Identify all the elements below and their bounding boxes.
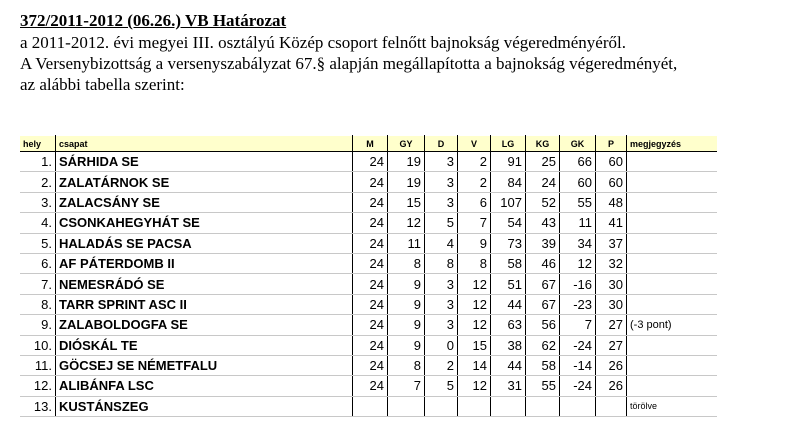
- rank-cell: 3.: [20, 192, 56, 212]
- matches-cell: 24: [353, 172, 388, 192]
- goal-diff-cell: 66: [560, 152, 596, 172]
- draws-cell: 8: [425, 253, 458, 273]
- table-row: [20, 172, 717, 192]
- column-header-goals-for: LG: [491, 136, 526, 152]
- team-cell: GÖCSEJ SE NÉMETFALU: [56, 355, 353, 375]
- draws-cell: [425, 396, 458, 416]
- goals-against-cell: 55: [526, 376, 560, 396]
- note-cell: [627, 172, 718, 192]
- table-body: [20, 152, 717, 417]
- column-header-goal-diff: GK: [560, 136, 596, 152]
- matches-cell: 24: [353, 274, 388, 294]
- losses-cell: 7: [458, 213, 491, 233]
- goals-for-cell: [491, 396, 526, 416]
- matches-cell: 24: [353, 213, 388, 233]
- goals-for-cell: 44: [491, 294, 526, 314]
- table-row: [20, 396, 717, 416]
- note-cell: [627, 294, 718, 314]
- points-cell: [596, 396, 627, 416]
- losses-cell: 8: [458, 253, 491, 273]
- goals-against-cell: 25: [526, 152, 560, 172]
- losses-cell: 6: [458, 192, 491, 212]
- wins-cell: [388, 396, 425, 416]
- intro-line-2: A Versenybizottság a versenyszabályzat 67.§ alapján megállapította a bajnokság végeredményét,: [20, 54, 678, 73]
- matches-cell: 24: [353, 233, 388, 253]
- goal-diff-cell: 12: [560, 253, 596, 273]
- losses-cell: 12: [458, 274, 491, 294]
- column-header-matches: M: [353, 136, 388, 152]
- goals-for-cell: 84: [491, 172, 526, 192]
- column-header-points: P: [596, 136, 627, 152]
- note-cell: (-3 pont): [627, 315, 718, 335]
- wins-cell: 7: [388, 376, 425, 396]
- goal-diff-cell: 34: [560, 233, 596, 253]
- goals-against-cell: 56: [526, 315, 560, 335]
- goals-against-cell: 24: [526, 172, 560, 192]
- wins-cell: 9: [388, 335, 425, 355]
- goal-diff-cell: 11: [560, 213, 596, 233]
- team-cell: NEMESRÁDÓ SE: [56, 274, 353, 294]
- table-row: [20, 213, 717, 233]
- goal-diff-cell: [560, 396, 596, 416]
- table-row: [20, 335, 717, 355]
- rank-cell: 1.: [20, 152, 56, 172]
- losses-cell: 14: [458, 355, 491, 375]
- wins-cell: 9: [388, 294, 425, 314]
- draws-cell: 5: [425, 213, 458, 233]
- wins-cell: 9: [388, 315, 425, 335]
- wins-cell: 11: [388, 233, 425, 253]
- points-cell: 30: [596, 274, 627, 294]
- goal-diff-cell: -23: [560, 294, 596, 314]
- goal-diff-cell: 60: [560, 172, 596, 192]
- table-row: [20, 233, 717, 253]
- rank-cell: 8.: [20, 294, 56, 314]
- goals-for-cell: 38: [491, 335, 526, 355]
- team-cell: KUSTÁNSZEG: [56, 396, 353, 416]
- goals-against-cell: 52: [526, 192, 560, 212]
- column-header-losses: V: [458, 136, 491, 152]
- team-cell: TARR SPRINT ASC II: [56, 294, 353, 314]
- matches-cell: 24: [353, 192, 388, 212]
- intro-line-3: az alábbi tabella szerint:: [20, 75, 185, 94]
- goals-for-cell: 58: [491, 253, 526, 273]
- rank-cell: 11.: [20, 355, 56, 375]
- column-header-rank: hely: [20, 136, 56, 152]
- draws-cell: 3: [425, 274, 458, 294]
- wins-cell: 19: [388, 172, 425, 192]
- table-row: [20, 192, 717, 212]
- points-cell: 41: [596, 213, 627, 233]
- team-cell: ZALACSÁNY SE: [56, 192, 353, 212]
- points-cell: 26: [596, 376, 627, 396]
- goals-against-cell: 43: [526, 213, 560, 233]
- table-header-row: [20, 136, 717, 152]
- team-cell: AF PÁTERDOMB II: [56, 253, 353, 273]
- losses-cell: 15: [458, 335, 491, 355]
- note-cell: [627, 192, 718, 212]
- note-cell: [627, 274, 718, 294]
- goals-against-cell: 58: [526, 355, 560, 375]
- team-cell: ALIBÁNFA LSC: [56, 376, 353, 396]
- matches-cell: 24: [353, 315, 388, 335]
- goal-diff-cell: 55: [560, 192, 596, 212]
- rank-cell: 6.: [20, 253, 56, 273]
- points-cell: 48: [596, 192, 627, 212]
- draws-cell: 3: [425, 152, 458, 172]
- rank-cell: 5.: [20, 233, 56, 253]
- draws-cell: 3: [425, 172, 458, 192]
- column-header-goals-against: KG: [526, 136, 560, 152]
- team-cell: ZALABOLDOGFA SE: [56, 315, 353, 335]
- note-cell: [627, 335, 718, 355]
- column-header-wins: GY: [388, 136, 425, 152]
- losses-cell: 9: [458, 233, 491, 253]
- matches-cell: 24: [353, 152, 388, 172]
- wins-cell: 15: [388, 192, 425, 212]
- goals-for-cell: 51: [491, 274, 526, 294]
- document-header: [20, 10, 790, 95]
- goals-against-cell: 67: [526, 294, 560, 314]
- table-row: [20, 315, 717, 335]
- resolution-title: 372/2011-2012 (06.26.) VB Határozat: [20, 11, 287, 30]
- rank-cell: 2.: [20, 172, 56, 192]
- team-cell: DIÓSKÁL TE: [56, 335, 353, 355]
- points-cell: 27: [596, 315, 627, 335]
- draws-cell: 2: [425, 355, 458, 375]
- points-cell: 60: [596, 172, 627, 192]
- wins-cell: 8: [388, 355, 425, 375]
- goal-diff-cell: 7: [560, 315, 596, 335]
- goal-diff-cell: -14: [560, 355, 596, 375]
- goals-against-cell: 39: [526, 233, 560, 253]
- losses-cell: 12: [458, 376, 491, 396]
- rank-cell: 13.: [20, 396, 56, 416]
- rank-cell: 4.: [20, 213, 56, 233]
- goals-for-cell: 63: [491, 315, 526, 335]
- table-row: [20, 376, 717, 396]
- goal-diff-cell: -24: [560, 335, 596, 355]
- team-cell: SÁRHIDA SE: [56, 152, 353, 172]
- points-cell: 27: [596, 335, 627, 355]
- rank-cell: 12.: [20, 376, 56, 396]
- wins-cell: 9: [388, 274, 425, 294]
- goals-for-cell: 91: [491, 152, 526, 172]
- table-row: [20, 152, 717, 172]
- wins-cell: 19: [388, 152, 425, 172]
- note-cell: [627, 355, 718, 375]
- standings-table: [20, 135, 717, 417]
- table-row: [20, 294, 717, 314]
- goals-for-cell: 73: [491, 233, 526, 253]
- losses-cell: 2: [458, 172, 491, 192]
- goals-against-cell: [526, 396, 560, 416]
- points-cell: 30: [596, 294, 627, 314]
- note-cell: [627, 152, 718, 172]
- matches-cell: 24: [353, 253, 388, 273]
- note-cell: [627, 376, 718, 396]
- draws-cell: 5: [425, 376, 458, 396]
- draws-cell: 3: [425, 192, 458, 212]
- matches-cell: 24: [353, 294, 388, 314]
- matches-cell: 24: [353, 335, 388, 355]
- note-cell: [627, 213, 718, 233]
- table-row: [20, 355, 717, 375]
- rank-cell: 9.: [20, 315, 56, 335]
- losses-cell: 2: [458, 152, 491, 172]
- note-cell: [627, 233, 718, 253]
- goals-for-cell: 107: [491, 192, 526, 212]
- rank-cell: 10.: [20, 335, 56, 355]
- goals-for-cell: 31: [491, 376, 526, 396]
- goal-diff-cell: -16: [560, 274, 596, 294]
- goals-against-cell: 67: [526, 274, 560, 294]
- draws-cell: 3: [425, 294, 458, 314]
- column-header-note: megjegyzés: [627, 136, 718, 152]
- table-row: [20, 274, 717, 294]
- goals-against-cell: 62: [526, 335, 560, 355]
- team-cell: ZALATÁRNOK SE: [56, 172, 353, 192]
- points-cell: 32: [596, 253, 627, 273]
- losses-cell: 12: [458, 315, 491, 335]
- points-cell: 26: [596, 355, 627, 375]
- team-cell: HALADÁS SE PACSA: [56, 233, 353, 253]
- wins-cell: 8: [388, 253, 425, 273]
- goals-for-cell: 44: [491, 355, 526, 375]
- goal-diff-cell: -24: [560, 376, 596, 396]
- losses-cell: [458, 396, 491, 416]
- draws-cell: 3: [425, 315, 458, 335]
- goals-for-cell: 54: [491, 213, 526, 233]
- matches-cell: 24: [353, 376, 388, 396]
- team-cell: CSONKAHEGYHÁT SE: [56, 213, 353, 233]
- intro-line-1: a 2011-2012. évi megyei III. osztályú Közép csoport felnőtt bajnokság végeredményéről.: [20, 33, 626, 52]
- goals-against-cell: 46: [526, 253, 560, 273]
- column-header-draws: D: [425, 136, 458, 152]
- draws-cell: 4: [425, 233, 458, 253]
- wins-cell: 12: [388, 213, 425, 233]
- matches-cell: [353, 396, 388, 416]
- rank-cell: 7.: [20, 274, 56, 294]
- points-cell: 37: [596, 233, 627, 253]
- draws-cell: 0: [425, 335, 458, 355]
- table-row: [20, 253, 717, 273]
- losses-cell: 12: [458, 294, 491, 314]
- column-header-team: csapat: [56, 136, 353, 152]
- matches-cell: 24: [353, 355, 388, 375]
- points-cell: 60: [596, 152, 627, 172]
- note-cell: törölve: [627, 396, 718, 416]
- note-cell: [627, 253, 718, 273]
